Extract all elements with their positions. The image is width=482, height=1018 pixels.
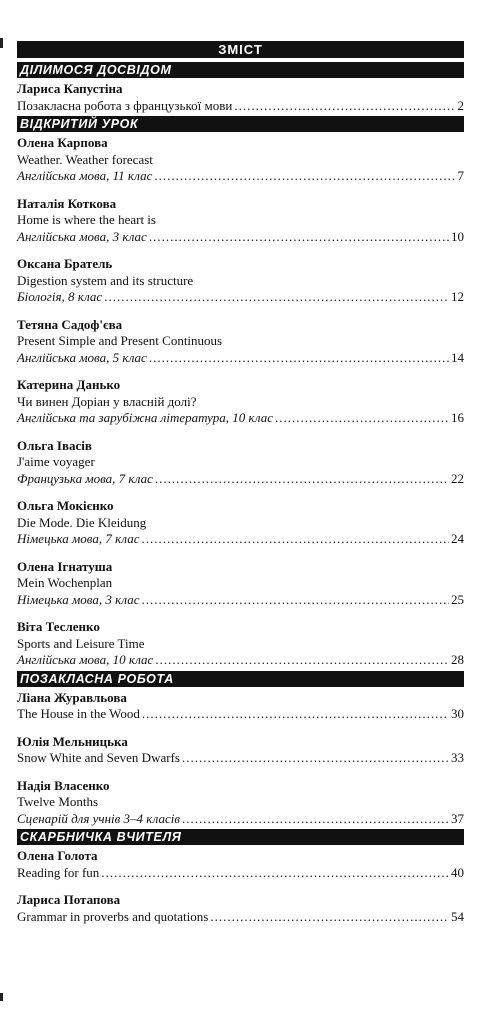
margin-mark-top: [0, 38, 3, 48]
toc-entry[interactable]: [17, 438, 464, 488]
dot-leader: [142, 592, 449, 609]
entry-author: Ольга Івасів: [17, 437, 92, 453]
entry-final-line: [17, 229, 464, 246]
page-number: 33: [451, 750, 464, 765]
entry-author: Катерина Данько: [17, 377, 121, 392]
table-of-contents: [17, 41, 464, 926]
dot-leader: [182, 750, 449, 767]
entry-author: Лариса Потапова: [17, 892, 121, 907]
entry-subject: Англійська мова, 5 клас: [17, 349, 147, 365]
entry-title: The House in the Wood: [17, 706, 140, 721]
page-number: 54: [451, 908, 464, 924]
toc-entry[interactable]: [17, 317, 464, 367]
entry-final-line: [17, 168, 464, 185]
entry-author: Олена Ігнатуша: [17, 558, 113, 574]
entry-title: Twelve Months: [17, 794, 99, 809]
dot-leader: [104, 289, 449, 306]
page-number: 16: [451, 410, 464, 425]
entry-subject: Сценарій для учнів 3–4 класів: [17, 810, 180, 826]
entry-final-line: [17, 350, 464, 367]
entry-final-line: [17, 592, 464, 609]
section-heading: ДІЛИМОСЯ ДОСВІДОМ: [17, 62, 464, 78]
entry-author: Лариса Капустіна: [17, 81, 123, 96]
entry-subject: Англійська мова, 11 клас: [17, 168, 153, 183]
margin-mark-bottom: [0, 993, 3, 1001]
dot-leader: [154, 168, 455, 185]
dot-leader: [155, 471, 449, 488]
entry-title: Die Mode. Die Kleidung: [17, 514, 147, 530]
entry-author: Віта Тесленко: [17, 619, 100, 634]
entry-author: Олена Карпова: [17, 135, 108, 150]
toc-entry[interactable]: [17, 81, 464, 114]
entry-title: Чи винен Доріан у власній долі?: [17, 393, 197, 409]
entry-final-line: [17, 865, 464, 882]
entry-subject: Англійська мова, 10 клас: [17, 652, 154, 667]
dot-leader: [182, 811, 449, 828]
dot-leader: [142, 531, 449, 548]
section-heading: СКАРБНИЧКА ВЧИТЕЛЯ: [17, 829, 464, 845]
toc-entry[interactable]: [17, 135, 464, 185]
entry-final-line: [17, 909, 464, 926]
entry-title: Grammar in proverbs and quotations: [17, 908, 209, 924]
toc-entry[interactable]: [17, 848, 464, 881]
entry-title: Позакласна робота з французької мови: [17, 97, 233, 113]
dot-leader: [210, 909, 449, 926]
entry-subject: Німецька мова, 3 клас: [17, 591, 140, 607]
toc-entry[interactable]: [17, 892, 464, 925]
entry-final-line: [17, 811, 464, 828]
entry-author: Олена Голота: [17, 848, 98, 863]
toc-entry[interactable]: [17, 619, 464, 669]
page-number: 37: [451, 810, 464, 826]
entry-title: Snow White and Seven Dwarfs: [17, 750, 180, 765]
entry-subject: Французька мова, 7 клас: [17, 470, 153, 486]
page-number: 25: [451, 591, 464, 607]
toc-body: [17, 62, 464, 925]
dot-leader: [234, 98, 455, 115]
entry-title: Present Simple and Present Continuous: [17, 333, 223, 348]
page-number: 40: [451, 864, 464, 880]
page-number: 7: [457, 168, 464, 183]
toc-entry[interactable]: [17, 196, 464, 246]
toc-title: ЗМІСТ: [17, 41, 464, 58]
entry-final-line: [17, 289, 464, 306]
entry-final-line: [17, 531, 464, 548]
page-number: 30: [451, 706, 464, 721]
toc-entry[interactable]: [17, 734, 464, 767]
dot-leader: [275, 410, 449, 427]
entry-title: Reading for fun: [17, 864, 100, 880]
dot-leader: [155, 652, 449, 669]
toc-entry[interactable]: [17, 778, 464, 828]
page-number: 28: [451, 652, 464, 667]
section-heading: ВІДКРИТИЙ УРОК: [17, 116, 464, 132]
entry-author: Надія Власенко: [17, 777, 110, 793]
entry-final-line: [17, 98, 464, 115]
entry-title: Weather. Weather forecast: [17, 151, 153, 167]
page-number: 10: [451, 228, 464, 244]
toc-entry[interactable]: [17, 377, 464, 427]
entry-title: Digestion system and its structure: [17, 272, 194, 288]
entry-title: J'aime voyager: [17, 454, 95, 469]
entry-subject: Англійська та зарубіжна література, 10 клас: [17, 410, 273, 425]
entry-author: Оксана Братель: [17, 256, 113, 271]
page-number: 24: [451, 531, 464, 546]
toc-entry[interactable]: [17, 256, 464, 306]
entry-title: Home is where the heart is: [17, 212, 156, 227]
entry-title: Mein Wochenplan: [17, 575, 113, 590]
dot-leader: [149, 229, 449, 246]
dot-leader: [142, 706, 449, 723]
entry-subject: Біологія, 8 клас: [17, 289, 103, 304]
dot-leader: [149, 350, 449, 367]
toc-entry[interactable]: [17, 559, 464, 609]
entry-final-line: [17, 750, 464, 767]
entry-final-line: [17, 652, 464, 669]
page-number: 12: [451, 289, 464, 304]
entry-author: Ліана Журавльова: [17, 689, 127, 705]
toc-entry[interactable]: [17, 498, 464, 548]
entry-author: Ольга Мокієнко: [17, 498, 114, 513]
entry-final-line: [17, 471, 464, 488]
entry-author: Наталія Коткова: [17, 195, 117, 211]
entry-author: Юлія Мельницька: [17, 733, 128, 749]
entry-author: Тетяна Садоф'єва: [17, 316, 123, 332]
entry-title: Sports and Leisure Time: [17, 635, 145, 651]
page-number: 22: [451, 470, 464, 486]
entry-subject: Німецька мова, 7 клас: [17, 531, 140, 546]
entry-final-line: [17, 410, 464, 427]
section-heading: ПОЗАКЛАСНА РОБОТА: [17, 671, 464, 687]
entry-subject: Англійська мова, 3 клас: [17, 228, 147, 244]
page-number: 2: [457, 97, 464, 113]
dot-leader: [101, 865, 449, 882]
entry-final-line: [17, 706, 464, 723]
toc-entry[interactable]: [17, 690, 464, 723]
page-number: 14: [451, 349, 464, 365]
